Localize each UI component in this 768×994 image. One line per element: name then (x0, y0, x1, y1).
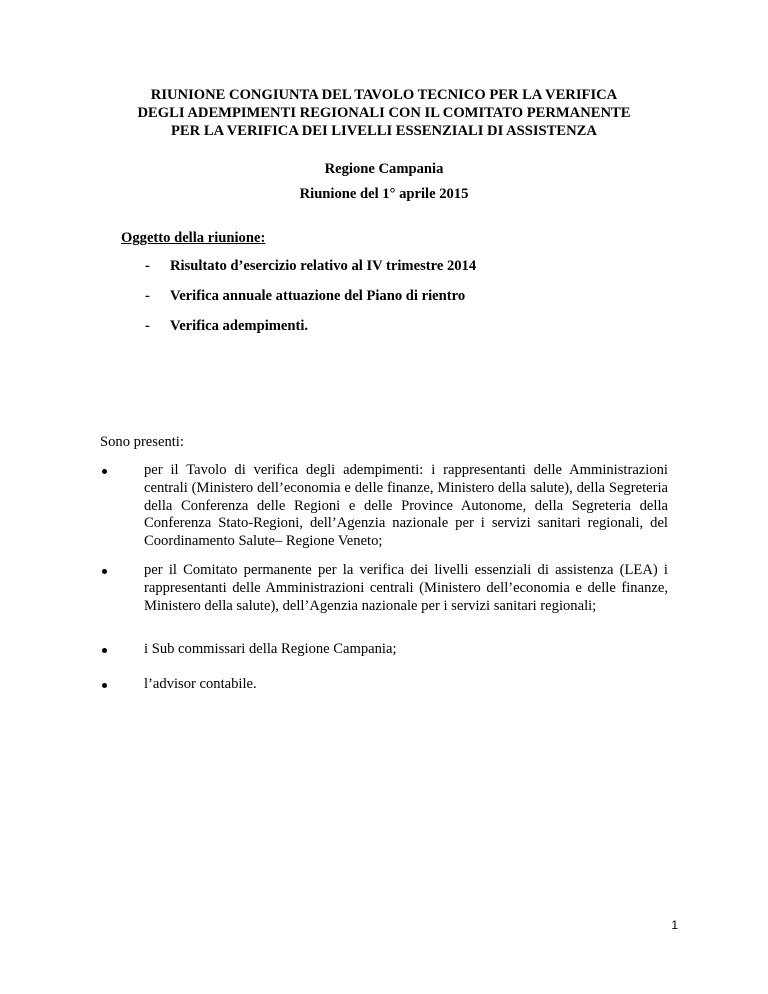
meeting-date: Riunione del 1° aprile 2015 (299, 186, 469, 202)
agenda-dash: - (145, 258, 150, 274)
present-label: Sono presenti: (100, 434, 184, 450)
title-line-3: PER LA VERIFICA DEI LIVELLI ESSENZIALI DI ASSISTENZA (171, 123, 597, 139)
bullet-icon (102, 648, 107, 653)
agenda-item (145, 257, 476, 275)
list-item (100, 641, 668, 659)
page-number: 1 (671, 918, 678, 932)
agenda-text: Verifica adempimenti. (170, 318, 309, 334)
list-item (100, 676, 668, 694)
list-item-text: per il Comitato permanente per la verifica dei livelli essenziali di assistenza (LEA) i rappresentanti delle Amministrazioni centrali (Ministero dell’economia e delle finanze, Ministero della salute), dell’Agenzia nazionale per i servizi sanitari regionali; (144, 562, 668, 614)
agenda-text: Risultato d’esercizio relativo al IV trimestre 2014 (170, 258, 477, 274)
list-item-text: l’advisor contabile. (144, 676, 257, 692)
list-item (100, 462, 668, 551)
bullet-icon (102, 683, 107, 688)
bullet-icon (102, 469, 107, 474)
agenda-item (145, 317, 308, 335)
agenda-text: Verifica annuale attuazione del Piano di rientro (170, 288, 466, 304)
list-item-text: per il Tavolo di verifica degli adempimenti: i rappresentanti delle Amministrazioni centrali (Ministero dell’economia e delle finanze, Ministero della salute), della Segreteria della Conferenza delle Regioni e delle Province Autonome, della Segreteria della Conferenza Stato-Regioni, dell’Agenzia nazionale per i servizi sanitari regionali, del Coordinamento Salute– Regione Veneto; (144, 462, 668, 550)
list-item-text: i Sub commissari della Regione Campania; (144, 641, 397, 657)
agenda-item (145, 287, 465, 305)
title-line-2: DEGLI ADEMPIMENTI REGIONALI CON IL COMITATO PERMANENTE (137, 105, 631, 121)
subject-label: Oggetto della riunione: (121, 230, 266, 246)
list-item (100, 562, 668, 615)
document-title (100, 86, 668, 140)
agenda-dash: - (145, 288, 150, 304)
bullet-icon (102, 569, 107, 574)
region-name: Regione Campania (324, 161, 444, 177)
agenda-dash: - (145, 318, 150, 334)
title-line-1: RIUNIONE CONGIUNTA DEL TAVOLO TECNICO PER LA VERIFICA (150, 87, 618, 103)
